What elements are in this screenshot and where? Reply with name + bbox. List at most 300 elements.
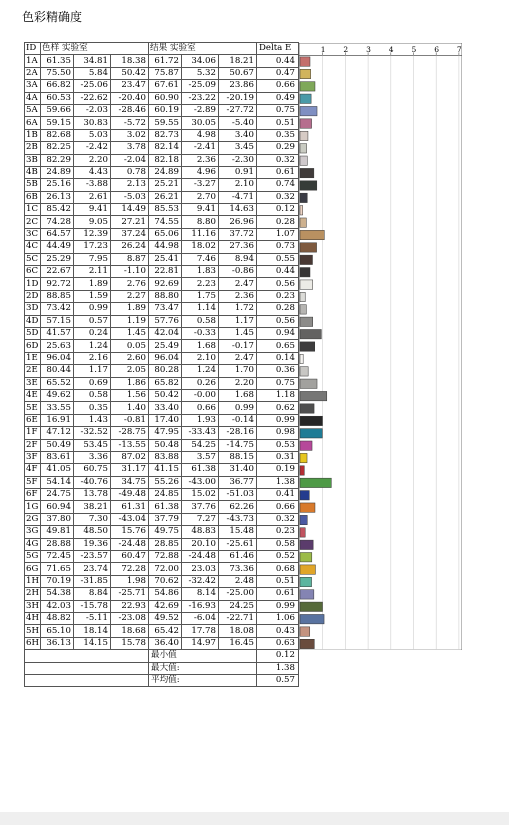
result-lab-b: -43.73 — [218, 513, 256, 525]
result-lab-l: 65.82 — [148, 377, 181, 389]
result-lab-b: 36.77 — [218, 476, 256, 488]
result-lab-a: 0.58 — [181, 315, 218, 327]
result-lab-b: 2.36 — [218, 290, 256, 302]
target-lab-b: 1.86 — [110, 377, 148, 389]
delta-e-value: 0.36 — [256, 365, 298, 377]
target-lab-a: 4.43 — [73, 166, 110, 178]
delta-e-bar — [300, 81, 315, 90]
target-lab-a: 30.83 — [73, 117, 110, 129]
result-lab-a: 14.97 — [181, 637, 218, 649]
target-lab-l: 82.25 — [40, 142, 73, 154]
target-lab-b: -25.71 — [110, 588, 148, 600]
target-lab-a: 7.95 — [73, 253, 110, 265]
target-lab-a: -2.03 — [73, 104, 110, 116]
result-lab-l: 28.85 — [148, 538, 181, 550]
delta-e-value: 1.18 — [256, 389, 298, 401]
target-lab-a: -3.88 — [73, 179, 110, 191]
delta-e-bar — [300, 515, 307, 524]
target-lab-b: 18.38 — [110, 55, 148, 67]
patch-id: 2D — [25, 290, 41, 302]
result-lab-b: 14.63 — [218, 204, 256, 216]
delta-e-value: 0.51 — [256, 117, 298, 129]
result-lab-b: 2.47 — [218, 278, 256, 290]
patch-id: 5D — [25, 327, 41, 339]
patch-id: 6D — [25, 340, 41, 352]
delta-e-bar — [300, 230, 324, 239]
target-lab-b: -28.75 — [110, 427, 148, 439]
target-lab-b: 31.17 — [110, 464, 148, 476]
result-lab-a: -2.41 — [181, 142, 218, 154]
delta-e-bar — [300, 168, 314, 177]
header-delta-e: Delta E — [256, 43, 298, 55]
target-lab-a: 9.05 — [73, 216, 110, 228]
target-lab-b: 34.75 — [110, 476, 148, 488]
target-lab-b: -1.10 — [110, 266, 148, 278]
patch-id: 1C — [25, 204, 41, 216]
result-lab-b: 73.36 — [218, 563, 256, 575]
summary-chart-empty — [298, 662, 462, 674]
summary-row-max — [25, 662, 465, 674]
patch-id: 5H — [26, 625, 39, 636]
target-lab-b: 1.56 — [110, 389, 148, 401]
delta-e-value: 0.23 — [256, 526, 298, 538]
patch-id: 3C — [25, 228, 41, 240]
delta-e-bar — [300, 391, 327, 400]
result-lab-a: 20.10 — [181, 538, 218, 550]
delta-e-bar-chart — [299, 43, 462, 650]
patch-id: 1F — [25, 427, 41, 439]
summary-label-min: 最小值 — [148, 650, 256, 662]
delta-e-bar — [300, 540, 313, 549]
result-lab-a: 18.02 — [181, 241, 218, 253]
result-lab-a: 7.27 — [181, 513, 218, 525]
target-lab-a: 8.84 — [73, 588, 110, 600]
result-lab-a: -0.00 — [181, 389, 218, 401]
summary-value-avg: 0.57 — [256, 674, 298, 686]
delta-e-value: 0.63 — [256, 637, 298, 649]
target-lab-a: 38.21 — [73, 501, 110, 513]
target-lab-l: 75.50 — [40, 67, 73, 79]
target-lab-l: 25.63 — [40, 340, 73, 352]
target-lab-l: 41.57 — [40, 327, 73, 339]
result-lab-l: 26.21 — [148, 191, 181, 203]
result-lab-a: 1.75 — [181, 290, 218, 302]
target-lab-l: 71.65 — [40, 563, 73, 575]
result-lab-b: 18.21 — [218, 55, 256, 67]
target-lab-a: 5.84 — [73, 67, 110, 79]
target-lab-l: 72.45 — [40, 551, 73, 563]
result-lab-l: 33.40 — [148, 402, 181, 414]
patch-id: 1B — [25, 129, 41, 141]
target-lab-a: -22.62 — [73, 92, 110, 104]
result-lab-l: 82.14 — [148, 142, 181, 154]
target-lab-a: 0.58 — [73, 389, 110, 401]
target-lab-b: -43.04 — [110, 513, 148, 525]
result-lab-a: 5.32 — [181, 67, 218, 79]
patch-id: 1A — [25, 55, 41, 67]
result-lab-a: 1.24 — [181, 365, 218, 377]
delta-e-bar — [300, 626, 310, 635]
delta-e-value: 0.55 — [256, 253, 298, 265]
result-lab-l: 50.42 — [148, 389, 181, 401]
target-lab-b: 14.49 — [110, 204, 148, 216]
target-lab-b: 61.31 — [110, 501, 148, 513]
result-lab-l: 75.87 — [148, 67, 181, 79]
delta-e-bar — [300, 255, 312, 264]
result-lab-a: -32.42 — [181, 575, 218, 587]
result-lab-b: 1.70 — [218, 365, 256, 377]
result-lab-l: 25.21 — [148, 179, 181, 191]
delta-e-value: 0.29 — [256, 142, 298, 154]
result-lab-b: -14.75 — [218, 439, 256, 451]
result-lab-l: 22.81 — [148, 266, 181, 278]
delta-e-bar — [300, 564, 315, 573]
result-lab-a: 4.96 — [181, 166, 218, 178]
patch-id: 1D — [25, 278, 41, 290]
result-lab-a: 34.06 — [181, 55, 218, 67]
delta-e-bar — [300, 490, 309, 499]
result-lab-a: 23.03 — [181, 563, 218, 575]
target-lab-b: 15.76 — [110, 526, 148, 538]
result-lab-b: 1.45 — [218, 327, 256, 339]
target-lab-a: 2.16 — [73, 352, 110, 364]
target-lab-a: 34.81 — [73, 55, 110, 67]
result-lab-a: 30.05 — [181, 117, 218, 129]
patch-id: 4A — [25, 92, 41, 104]
target-lab-a: 5.03 — [73, 129, 110, 141]
delta-e-bar — [300, 366, 308, 375]
target-lab-a: 1.24 — [73, 340, 110, 352]
delta-e-bar — [300, 292, 305, 301]
delta-e-bar — [300, 577, 312, 586]
patch-id: 4B — [25, 166, 41, 178]
target-lab-l: 49.62 — [40, 389, 73, 401]
result-lab-l: 67.61 — [148, 80, 181, 92]
result-lab-l: 24.85 — [148, 489, 181, 501]
delta-e-value: 1.38 — [256, 476, 298, 488]
patch-id: 4D — [25, 315, 41, 327]
target-lab-a: 7.30 — [73, 513, 110, 525]
target-lab-l: 85.42 — [40, 204, 73, 216]
target-lab-b: 18.68 — [110, 625, 148, 637]
target-lab-a: 19.36 — [73, 538, 110, 550]
delta-e-bar — [300, 341, 315, 350]
chart-frame — [299, 43, 462, 650]
result-lab-l: 47.95 — [148, 427, 181, 439]
delta-e-value: 0.56 — [256, 315, 298, 327]
header-id: ID — [25, 43, 41, 55]
delta-e-value: 0.44 — [256, 55, 298, 67]
delta-e-bar — [300, 180, 317, 189]
target-lab-a: -31.85 — [73, 575, 110, 587]
chart-tick-label: 4 — [388, 44, 394, 54]
target-lab-a: 2.11 — [73, 266, 110, 278]
patch-id: 1H — [26, 575, 39, 586]
delta-e-bar — [300, 131, 308, 140]
summary-label-max: 最大值: — [148, 662, 256, 674]
result-lab-a: 1.93 — [181, 414, 218, 426]
delta-e-value: 0.41 — [256, 489, 298, 501]
delta-e-bar — [300, 56, 310, 65]
chart-tick-label: 7 — [456, 44, 462, 54]
result-lab-l: 60.90 — [148, 92, 181, 104]
delta-e-value: 0.62 — [256, 402, 298, 414]
target-lab-b: 3.78 — [110, 142, 148, 154]
result-lab-a: -23.22 — [181, 92, 218, 104]
delta-e-bar — [300, 217, 306, 226]
patch-id: 5C — [25, 253, 41, 265]
target-lab-l: 54.14 — [40, 476, 73, 488]
target-lab-a: 23.74 — [73, 563, 110, 575]
result-lab-l: 25.49 — [148, 340, 181, 352]
target-lab-l: 42.03 — [40, 600, 73, 612]
result-lab-l: 17.40 — [148, 414, 181, 426]
target-lab-a: 18.14 — [73, 625, 110, 637]
target-lab-a: 0.24 — [73, 327, 110, 339]
target-lab-l: 82.68 — [40, 129, 73, 141]
result-lab-a: -16.93 — [181, 600, 218, 612]
target-lab-a: 60.75 — [73, 464, 110, 476]
target-lab-l: 92.72 — [40, 278, 73, 290]
result-lab-l: 96.04 — [148, 352, 181, 364]
result-lab-a: 8.14 — [181, 588, 218, 600]
result-lab-b: 24.25 — [218, 600, 256, 612]
target-lab-a: 1.59 — [73, 290, 110, 302]
target-lab-b: 2.60 — [110, 352, 148, 364]
target-lab-b: 2.05 — [110, 365, 148, 377]
target-lab-l: 83.61 — [40, 451, 73, 463]
result-lab-b: 37.72 — [218, 228, 256, 240]
delta-e-value: 0.31 — [256, 451, 298, 463]
result-lab-l: 80.28 — [148, 365, 181, 377]
delta-e-bar — [300, 106, 317, 115]
patch-id: 4G — [25, 538, 41, 550]
result-lab-b: -0.17 — [218, 340, 256, 352]
result-lab-b: 61.46 — [218, 551, 256, 563]
target-lab-a: -40.76 — [73, 476, 110, 488]
target-lab-l: 26.13 — [40, 191, 73, 203]
result-lab-a: 4.98 — [181, 129, 218, 141]
patch-id: 3B — [25, 154, 41, 166]
delta-e-value: 0.28 — [256, 216, 298, 228]
patch-id: 6H — [26, 637, 39, 648]
delta-e-value: 0.61 — [256, 166, 298, 178]
target-lab-a: -15.78 — [73, 600, 110, 612]
target-lab-l: 82.29 — [40, 154, 73, 166]
delta-e-bar — [300, 205, 303, 214]
delta-e-bar — [300, 379, 317, 388]
chart-tick-label: 2 — [343, 44, 349, 54]
result-lab-b: 2.20 — [218, 377, 256, 389]
result-lab-l: 57.76 — [148, 315, 181, 327]
result-lab-l: 60.19 — [148, 104, 181, 116]
target-lab-l: 33.55 — [40, 402, 73, 414]
patch-id: 3F — [25, 451, 41, 463]
result-lab-a: -6.04 — [181, 612, 218, 624]
target-lab-b: 15.78 — [110, 637, 148, 649]
target-lab-l: 65.10 — [40, 625, 73, 637]
result-lab-b: -5.40 — [218, 117, 256, 129]
target-lab-b: 23.47 — [110, 80, 148, 92]
delta-e-value: 0.98 — [256, 427, 298, 439]
patch-id: 5A — [25, 104, 41, 116]
result-lab-b: 50.67 — [218, 67, 256, 79]
delta-e-value: 0.61 — [256, 588, 298, 600]
patch-id: 6E — [25, 414, 41, 426]
delta-e-value: 0.53 — [256, 439, 298, 451]
delta-e-bar — [300, 639, 314, 648]
delta-e-value: 0.68 — [256, 563, 298, 575]
result-lab-b: -51.03 — [218, 489, 256, 501]
delta-e-value: 0.12 — [256, 204, 298, 216]
result-lab-b: 26.96 — [218, 216, 256, 228]
target-lab-b: 1.19 — [110, 315, 148, 327]
result-lab-l: 65.42 — [148, 625, 181, 637]
patch-id: 5G — [25, 551, 41, 563]
delta-e-value: 0.35 — [256, 129, 298, 141]
chart-tick-label: 1 — [320, 44, 326, 54]
delta-e-bar — [300, 267, 310, 276]
target-lab-a: 0.35 — [73, 402, 110, 414]
color-accuracy-table — [24, 42, 465, 687]
page-title: 色彩精确度 — [22, 10, 83, 24]
result-lab-a: 2.23 — [181, 278, 218, 290]
result-lab-l: 37.79 — [148, 513, 181, 525]
target-lab-b: -20.40 — [110, 92, 148, 104]
target-lab-b: 37.24 — [110, 228, 148, 240]
result-lab-b: 16.45 — [218, 637, 256, 649]
delta-e-value: 0.99 — [256, 414, 298, 426]
target-lab-a: -32.52 — [73, 427, 110, 439]
target-lab-b: -24.48 — [110, 538, 148, 550]
result-lab-a: 61.38 — [181, 464, 218, 476]
result-lab-a: -25.09 — [181, 80, 218, 92]
delta-e-bar — [300, 242, 317, 251]
result-lab-l: 61.72 — [148, 55, 181, 67]
result-lab-b: -0.14 — [218, 414, 256, 426]
result-lab-b: 18.08 — [218, 625, 256, 637]
target-lab-b: 60.47 — [110, 551, 148, 563]
delta-e-value: 0.19 — [256, 464, 298, 476]
target-lab-b: 0.05 — [110, 340, 148, 352]
target-lab-a: 1.89 — [73, 278, 110, 290]
chart-tick-label: 3 — [366, 44, 371, 54]
summary-chart-empty — [462, 650, 465, 662]
delta-e-chart-cell — [298, 43, 462, 663]
target-lab-a: 14.15 — [73, 637, 110, 649]
target-lab-l: 59.66 — [40, 104, 73, 116]
patch-id: 2H — [26, 588, 39, 599]
result-lab-l: 44.98 — [148, 241, 181, 253]
delta-e-value: 0.32 — [256, 191, 298, 203]
delta-e-value: 0.56 — [256, 278, 298, 290]
target-lab-l: 73.42 — [40, 303, 73, 315]
target-lab-a: -5.11 — [73, 612, 110, 624]
delta-e-value: 0.75 — [256, 104, 298, 116]
result-lab-a: -33.43 — [181, 427, 218, 439]
result-lab-b: 1.17 — [218, 315, 256, 327]
target-lab-a: 1.17 — [73, 365, 110, 377]
target-lab-a: 2.61 — [73, 191, 110, 203]
result-lab-a: 8.80 — [181, 216, 218, 228]
summary-value-max: 1.38 — [256, 662, 298, 674]
result-lab-l: 61.38 — [148, 501, 181, 513]
delta-e-bar — [300, 428, 322, 437]
result-lab-l: 24.89 — [148, 166, 181, 178]
delta-e-bar — [300, 329, 321, 338]
delta-e-value: 0.47 — [256, 67, 298, 79]
target-lab-b: -49.48 — [110, 489, 148, 501]
result-lab-b: 88.15 — [218, 451, 256, 463]
result-lab-a: 2.70 — [181, 191, 218, 203]
patch-id: 6B — [25, 191, 41, 203]
target-lab-l: 54.38 — [40, 588, 73, 600]
target-lab-l: 36.13 — [40, 637, 73, 649]
result-lab-b: 15.48 — [218, 526, 256, 538]
result-lab-b: 3.40 — [218, 129, 256, 141]
result-lab-l: 92.69 — [148, 278, 181, 290]
target-lab-l: 80.44 — [40, 365, 73, 377]
result-lab-a: 11.16 — [181, 228, 218, 240]
target-lab-l: 59.15 — [40, 117, 73, 129]
target-lab-a: 0.69 — [73, 377, 110, 389]
target-lab-l: 96.04 — [40, 352, 73, 364]
delta-e-value: 0.73 — [256, 241, 298, 253]
result-lab-b: 2.48 — [218, 575, 256, 587]
result-lab-l: 72.88 — [148, 551, 181, 563]
target-lab-l: 64.57 — [40, 228, 73, 240]
result-lab-l: 54.86 — [148, 588, 181, 600]
result-lab-l: 70.62 — [148, 575, 181, 587]
target-lab-b: 87.02 — [110, 451, 148, 463]
target-lab-b: -2.04 — [110, 154, 148, 166]
patch-id: 4E — [25, 389, 41, 401]
target-lab-a: 9.41 — [73, 204, 110, 216]
delta-e-bar — [300, 94, 311, 103]
result-lab-b: -25.00 — [218, 588, 256, 600]
patch-id: 2A — [25, 67, 41, 79]
delta-e-value: 0.58 — [256, 538, 298, 550]
result-lab-b: 2.10 — [218, 179, 256, 191]
patch-id: 1G — [25, 501, 41, 513]
result-lab-b: 62.26 — [218, 501, 256, 513]
summary-value-min: 0.12 — [256, 650, 298, 662]
target-lab-b: -0.81 — [110, 414, 148, 426]
delta-e-bar — [300, 304, 306, 313]
result-lab-l: 74.55 — [148, 216, 181, 228]
result-lab-b: 1.72 — [218, 303, 256, 315]
result-lab-l: 82.18 — [148, 154, 181, 166]
target-lab-l: 22.67 — [40, 266, 73, 278]
result-lab-b: -27.72 — [218, 104, 256, 116]
delta-e-bar — [300, 552, 312, 561]
target-lab-b: 22.93 — [110, 600, 148, 612]
target-lab-l: 61.35 — [40, 55, 73, 67]
target-lab-l: 28.88 — [40, 538, 73, 550]
target-lab-l: 60.94 — [40, 501, 73, 513]
result-lab-l: 83.88 — [148, 451, 181, 463]
patch-id: 2E — [25, 365, 41, 377]
target-lab-b: 1.89 — [110, 303, 148, 315]
result-lab-a: 0.66 — [181, 402, 218, 414]
target-lab-a: 17.23 — [73, 241, 110, 253]
target-lab-l: 88.85 — [40, 290, 73, 302]
delta-e-value: 0.44 — [256, 266, 298, 278]
result-lab-l: 88.80 — [148, 290, 181, 302]
result-lab-l: 25.41 — [148, 253, 181, 265]
result-lab-b: -25.61 — [218, 538, 256, 550]
chart-tick-label: 5 — [411, 44, 417, 54]
